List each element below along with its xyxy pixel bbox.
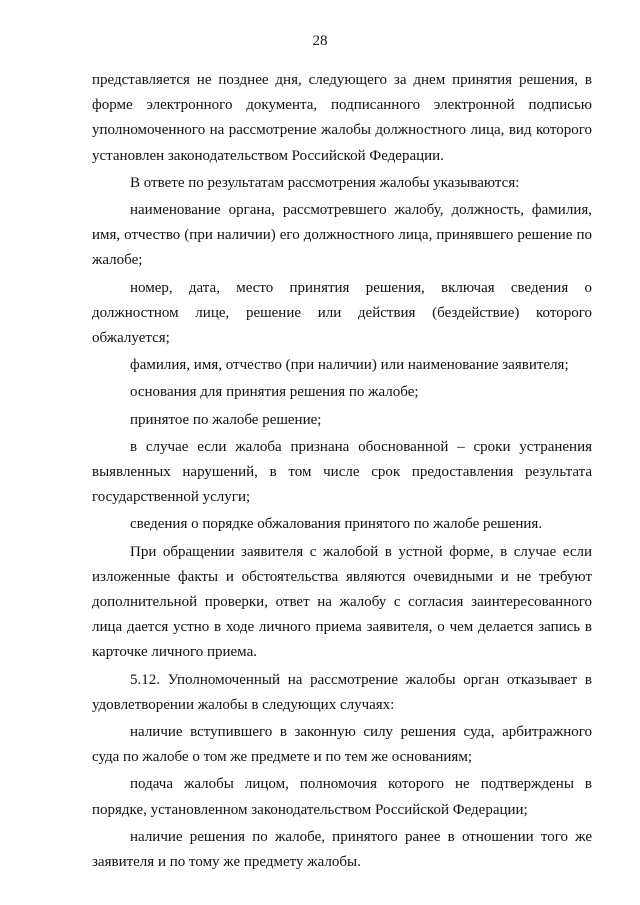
paragraph: представляется не позднее дня, следующего за днем принятия решения, в форме электронного документа, подписанного электронной подписью уполномоченного на рассмотрение жалобы должностного лица, вид которого установлен законодательством Российской Федерации.	[92, 72, 592, 164]
paragraph: основания для принятия решения по жалобе;	[130, 384, 419, 401]
document-body	[92, 68, 592, 877]
paragraph: принятое по жалобе решение;	[130, 411, 322, 428]
paragraph: сведения о порядке обжалования принятого по жалобе решения.	[130, 516, 543, 533]
paragraph: При обращении заявителя с жалобой в устной форме, в случае если изложенные факты и обстоятельства являются очевидными и не требуют дополнительной проверки, ответ на жалобу с согласия заинтересованного лица дается устно в ходе личного приема заявителя, о чем делается запись в карточке личного приема.	[92, 543, 592, 661]
paragraph: наименование органа, рассмотревшего жалобу, должность, фамилия, имя, отчество (при наличии) его должностного лица, принявшего решение по жалобе;	[92, 202, 592, 269]
paragraph: подача жалобы лицом, полномочия которого не подтверждены в порядке, установленном законодательством Российской Федерации;	[92, 776, 592, 818]
paragraph: номер, дата, место принятия решения, включая сведения о должностном лице, решение или действия (бездействие) которого обжалуется;	[92, 279, 592, 347]
paragraph: 5.12. Уполномоченный на рассмотрение жалобы орган отказывает в удовлетворении жалобы в следующих случаях:	[92, 671, 592, 713]
paragraph: наличие вступившего в законную силу решения суда, арбитражного суда по жалобе о том же предмете и по тем же основаниям;	[92, 724, 592, 766]
page-number: 28	[312, 33, 328, 49]
paragraph: В ответе по результатам рассмотрения жалобы указываются:	[130, 174, 520, 191]
paragraph: наличие решения по жалобе, принятого ранее в отношении того же заявителя и по тому же предмету жалобы.	[92, 828, 592, 871]
paragraph: в случае если жалоба признана обоснованной – сроки устранения выявленных нарушений, в том числе срок предоставления результата государственной услуги;	[92, 438, 592, 506]
paragraph: фамилия, имя, отчество (при наличии) или наименование заявителя;	[130, 357, 569, 374]
